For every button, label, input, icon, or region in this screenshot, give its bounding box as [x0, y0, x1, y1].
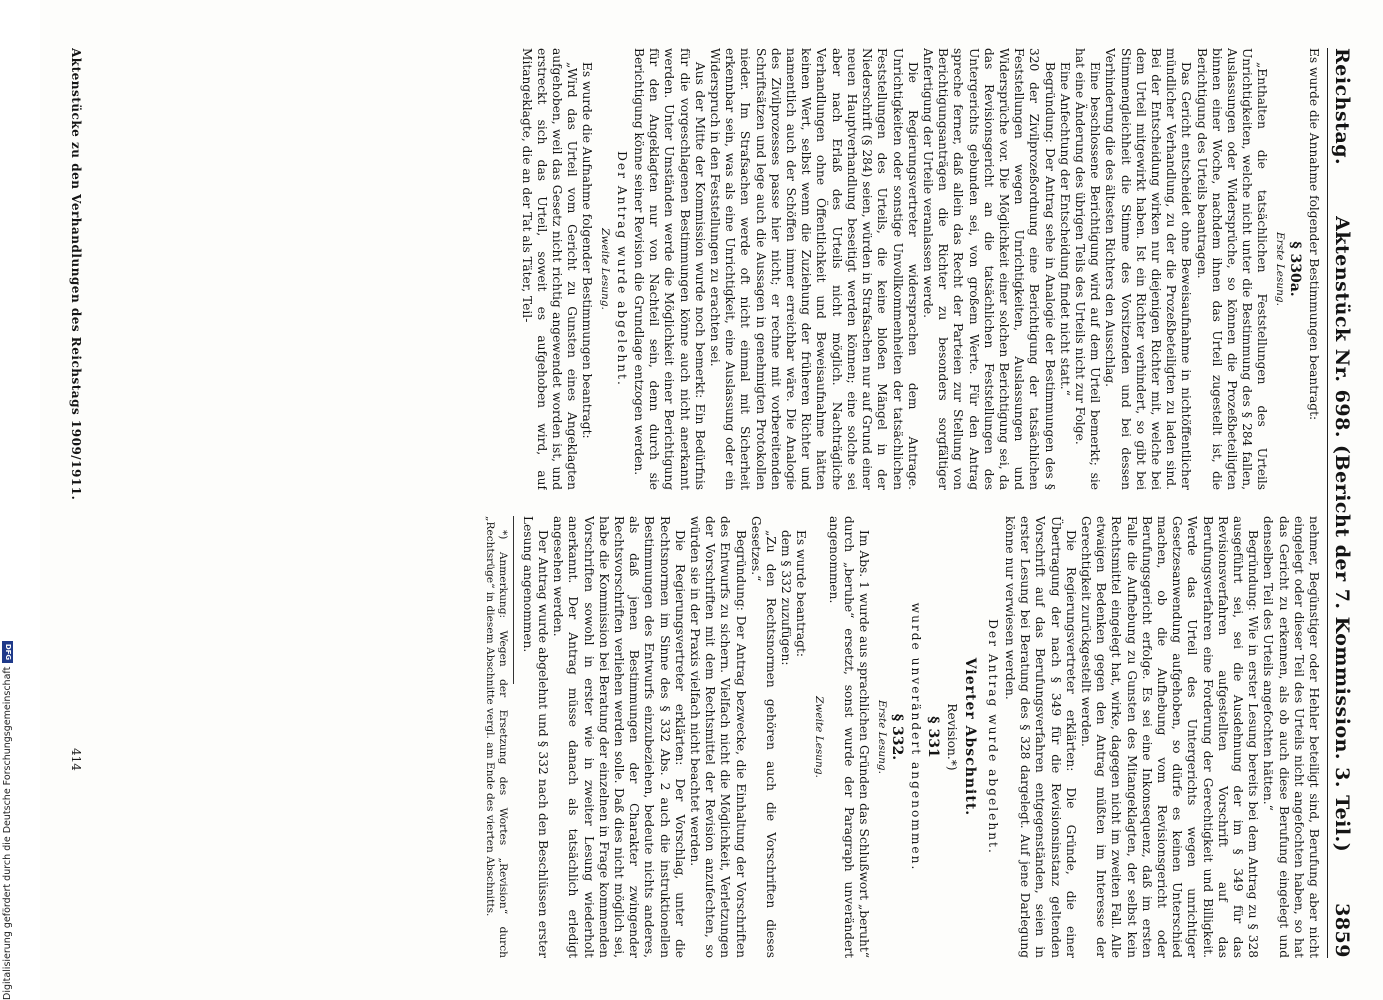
paragraph: „Enthalten die tatsächlichen Feststellungen des Urteils Unrichtigkeiten, welche nicht unter die Bestimmung des § 284 fallen, Auslassungen oder Widersprüche, so können die Prozeßbeteiligten binnen einer Woche, nachdem ihnen das Urteil zugestellt ist, die Berichtigung des Urteils beantragen. — [1194, 48, 1270, 490]
footnote: *) Anmerkung: Wegen der Ersetzung des Wortes „Revision“ durch „Rechtsrüge“ in diesem Abschnitte vergl. am Ende des vierten Abschnitts. — [483, 516, 509, 958]
paragraph: Das Gericht entscheidet ohne Beweisaufnahme in nichtöffentlicher mündlicher Verhandlung, zu der die Prozeßbeteiligten zu laden sind. Bei der Entscheidung wirken nur diejenigen Richter mit, welche bei dem Urteil mitgewirkt haben. Ist ein Richter verhindert, so gibt bei Stimmengleichheit die Stimme des Vorsitzenden und bei dessen Verhinderung die des ältesten Richters den Ausschlag. — [1103, 48, 1194, 490]
footer-page-number: 414 — [69, 748, 83, 771]
paragraph: dem § 332 zuzufügen: — [779, 530, 794, 666]
section-heading: § 330a. — [1286, 241, 1303, 297]
text-columns — [101, 48, 1321, 958]
reading-heading: Erste Lesung. — [1273, 231, 1286, 306]
paragraph: „Wird das Urteil vom Gericht zu Gunsten eines Angeklagten aufgehoben, weil das Gesetz nicht richtig angewendet worden ist, und erstreckt sich das Urteil, soweit es aufgehoben wird, auf Mitangeklagte, die an der Tat als Täter, Teil- — [519, 48, 580, 490]
section-heading: § 332. — [888, 713, 905, 761]
motion-result: wurde unverändert angenommen. — [908, 602, 923, 872]
paragraph: Die Regierungsvertreter erklärten: Der Vorschlag, unter die Rechtsnormen im Sinne des § 332 Abs. 2 auch die instruktionellen Bestimmungen des Entwurfs einzubeziehen, bedeute nichts anderes, als daß jenen Bestimmungen der Charakter zwingender Rechtsvorschriften verliehen werden solle. Daß dies nicht möglich sei, habe die Kommission bei Beratung der einzelnen in Frage kommenden Vorschriften sowohl in erster wie in zweiter Lesung wiederholt anerkannt. Der Antrag müsse danach als tatsächlich erledigt angesehen werden. — [551, 516, 687, 958]
header-left: Reichstag. — [1331, 48, 1353, 166]
header-page-number: 3859 — [1331, 903, 1353, 958]
paragraph: Begründung: Wie in erster Lesung bereits bei dem Antrag zu § 328 ausgeführt sei, sei die Ausdehnung der im § 349 für das Revisionsverfahren aufgestellten Vorschrift auf das Berufungsverfahren eine Forderung der Gerechtigkeit und Billigkeit. Werde das Urteil des Untergerichts wegen unrichtiger Gesetzesanwendung aufgehoben, so dürfe es keinen Unterschied machen, ob die Aufhebung vom Revisionsgericht oder Berufungsgericht erfolge. Es sei eine Inkonsequenz, daß im ersten Falle die Aufhebung zu Gunsten des Mitangeklagten, der selbst kein Rechtsmittel eingelegt hat, wirke, dagegen nicht im zweiten Fall. Alle etwaigen Bedenken gegen den Antrag müßten im Interesse der Gerechtigkeit zurückgestellt werden. — [1078, 516, 1261, 958]
reading-heading: Zweite Lesung. — [598, 228, 611, 310]
paragraph: Eine beschlossene Berichtigung wird auf dem Urteil bemerkt; sie hat eine Änderung des übrigen Teils des Urteils nicht zur Folge. — [1072, 48, 1103, 490]
chapter-subtitle: Revision.*) — [945, 703, 960, 771]
paragraph: Eine Anfechtung der Entscheidung findet nicht statt.“ — [1057, 62, 1072, 396]
right-column — [101, 516, 1321, 958]
paragraph: Begründung: Der Antrag sehe in Analogie der Bestimmungen des § 320 der Zivilprozeßordnung eine Berichtigung der tatsächlichen Feststellungen wegen Unrichtigkeiten, Auslassungen und Widersprüche vor. Die Möglichkeit einer solchen Berichtigung sei, da das Revisionsgericht an die tatsächlichen Feststellungen des Untergerichts gebunden sei, von großem Werte. Für den Antrag spreche ferner, daß allein das Recht der Parteien zur Stellung von Berichtigungsanträgen die Richter zu besonders sorgfältiger Anfertigung der Urteile veranlassen werde. — [920, 48, 1057, 490]
paragraph: Es wurde die Annahme folgender Bestimmungen beantragt: — [1307, 48, 1321, 421]
motion-result: Der Antrag wurde abgelehnt. — [985, 619, 1000, 855]
paragraph: „Zu den Rechtsnormen gehören auch die Vorschriften dieses Gesetzes.“ — [748, 516, 779, 958]
reading-heading: Zweite Lesung. — [812, 696, 825, 778]
left-column — [101, 48, 1321, 490]
reading-heading: Erste Lesung. — [875, 699, 888, 774]
paragraph: Es wurde beantragt: — [794, 530, 809, 657]
paragraph: Aus der Mitte der Kommission wurde noch bemerkt: Ein Bedürfnis für die vorgeschlagenen Bestimmungen könne auch nicht anerkannt werden. Unter Umständen werde die Möglichkeit einer Berichtigung für den Angeklagten nur von Nachteil sein, denn durch sie Berichtigung könne seiner Revision die Grundlage entzogen werden. — [632, 48, 707, 490]
motion-result: Der Antrag wurde abgelehnt. — [614, 151, 629, 387]
paragraph: Begründung: Der Antrag bezwecke, die Einhaltung der Vorschriften des Entwurfs zu sichern. Vielfach nicht die Möglichkeit, Verletzungen der Vorschriften mit dem Rechtsmittel der Revision anzufechten, so würden sie in der Praxis vielfach nicht beachtet werden. — [688, 516, 748, 958]
page-header — [1327, 48, 1353, 958]
paragraph: Der Antrag wurde abgelehnt und § 332 nach den Beschlüssen erster Lesung angenommen. — [520, 516, 551, 958]
footnote-divider — [513, 516, 514, 684]
funding-text: Digitalisierung gefördert durch die Deutsche Forschungsgemeinschaft — [2, 666, 13, 1000]
paragraph: Es wurde die Aufnahme folgender Bestimmungen beantragt: — [580, 62, 595, 439]
scanned-page — [40, 0, 1383, 1000]
footer-source: Aktenstücke zu den Verhandlungen des Reichstags 1909/1911. — [69, 48, 83, 501]
paragraph: Die Regierungsvertreter erklärten: Die Gründe, die einer Übertragung der nach § 349 für die Revisionsinstanz geltenden Vorschrift auf das Berufungsverfahren entgegenständen, seien in erster Lesung bei Beratung des § 328 dargelegt. Auf jene Darlegung könne nur verwiesen werden. — [1002, 516, 1078, 958]
page-content — [63, 48, 1353, 958]
paragraph: nehmer, Begünstiger oder Hehler beteiligt sind, Berufung aber nicht eingelegt oder dieser Teil des Urteils nicht angefochten haben, so hat das Gericht zu erkennen, als ob auch diese Berufung eingelegt und denselben Teil des Urteils angefochten hätten.“ — [1261, 516, 1321, 958]
dfg-logo-icon: DFG — [2, 641, 13, 663]
paragraph: Im Abs. 1 wurde aus sprachlichen Gründen das Schlußwort „beruht“ durch „beruhe“ ersetzt, sonst wurde der Paragraph unverändert angenommen. — [826, 516, 872, 958]
funding-notice — [2, 641, 13, 1000]
section-heading: § 331 — [925, 716, 942, 758]
header-title: Aktenstück Nr. 698. (Bericht der 7. Kommission. 3. Teil.) — [1331, 216, 1353, 853]
paragraph: Die Regierungsvertreter widersprachen dem Antrage. Unrichtigkeiten oder sonstige Unvollkommenheiten der tatsächlichen Feststellungen des Urteils, die keine bloßen Mängel in der Niederschrift (§ 284) seien, würden in Strafsachen nur auf Grund einer neuen Hauptverhandlung beseitigt werden können; eine solche sei aber nach Erlaß des Urteils nicht möglich. Nachträgliche Verhandlungen ohne Öffentlichkeit und Beweisaufnahme hätten keinen Wert, selbst wenn die Zuziehung der früheren Richter und namentlich auch der Schöffen immer erreichbar wäre. Die Analogie des Zivilprozesses passe hier nicht; er rechne mit vorbereitenden Schriftsätzen und lege auch die Aussagen in genehmigten Protokollen nieder. Im Strafsachen werde oft nicht einmal mit Sicherheit erkennbar sein, was als eine Unrichtigkeit, eine Auslassung oder ein Widerspruch in den Feststellungen zu erachten sei. — [708, 48, 920, 490]
chapter-heading: Vierter Abschnitt. — [961, 657, 978, 817]
